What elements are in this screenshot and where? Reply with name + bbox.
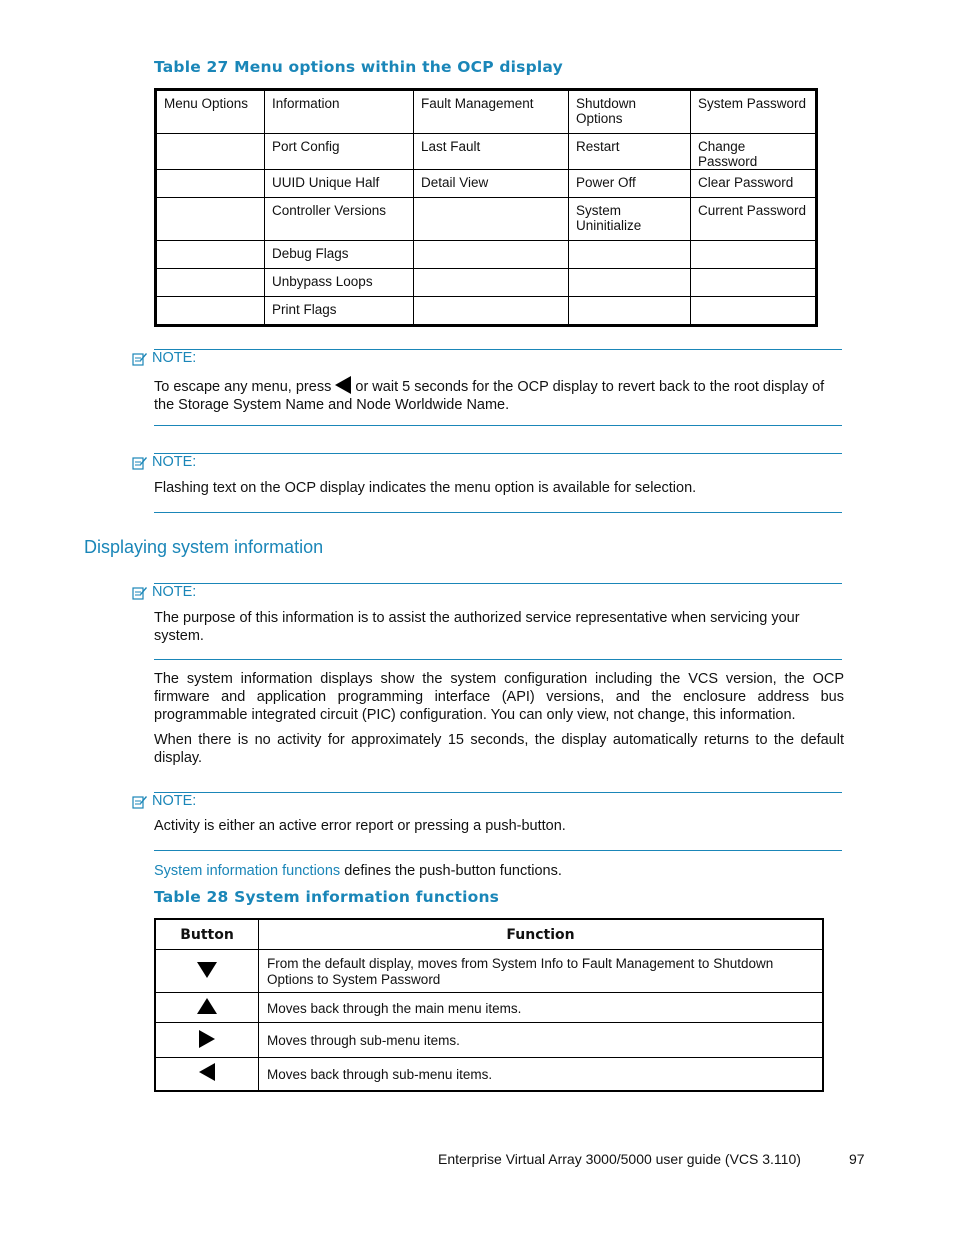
system-information-functions-table bbox=[154, 918, 824, 1092]
table-row bbox=[155, 1058, 823, 1091]
table-cell bbox=[156, 241, 265, 269]
table-cell bbox=[414, 269, 569, 297]
paragraph-text: defines the push-button functions. bbox=[340, 863, 562, 879]
column-header: Button bbox=[155, 919, 259, 950]
table-cell: Fault Management bbox=[414, 90, 569, 134]
note-pencil-icon bbox=[132, 794, 147, 809]
section-title: Displaying system information bbox=[84, 537, 324, 557]
body-paragraph: The system information displays show the system configuration including the VCS version, the OCP firmware and application programming interface (API) versions, and the enclosure address bus programmable integrated circuit (PIC) configuration. You can only view, not change, this information. bbox=[154, 671, 844, 723]
system-information-functions-link[interactable]: System information functions bbox=[154, 863, 341, 879]
table-cell: Clear Password bbox=[691, 170, 817, 198]
table-row bbox=[156, 134, 817, 170]
button-cell bbox=[155, 950, 259, 993]
note-header bbox=[132, 584, 196, 600]
note-text: The purpose of this information is to assist the authorized service representative when servicing your system. bbox=[154, 610, 800, 644]
table-cell bbox=[691, 241, 817, 269]
body-paragraph: When there is no activity for approximately 15 seconds, the display automatically returns to the default display. bbox=[154, 732, 844, 766]
table-row bbox=[156, 90, 817, 134]
table-cell: Change Password bbox=[691, 134, 817, 170]
table-cell: Power Off bbox=[569, 170, 691, 198]
body-paragraph bbox=[154, 862, 844, 880]
table-cell: Shutdown Options bbox=[569, 90, 691, 134]
table-cell bbox=[414, 198, 569, 241]
table-cell: Controller Versions bbox=[265, 198, 414, 241]
note-header bbox=[132, 350, 196, 366]
function-cell: Moves back through the main menu items. bbox=[259, 993, 824, 1023]
table-row bbox=[156, 269, 817, 297]
note-escape-menu bbox=[154, 349, 842, 426]
page-number: 97 bbox=[849, 1151, 865, 1167]
left-arrow-icon bbox=[199, 1063, 215, 1081]
note-label: NOTE: bbox=[152, 793, 197, 809]
button-cell bbox=[155, 1058, 259, 1091]
table-cell: Last Fault bbox=[414, 134, 569, 170]
table-cell bbox=[691, 269, 817, 297]
down-arrow-icon bbox=[197, 962, 217, 978]
table-row bbox=[156, 241, 817, 269]
table-cell: Restart bbox=[569, 134, 691, 170]
table-cell bbox=[569, 269, 691, 297]
table-cell bbox=[414, 241, 569, 269]
table-cell bbox=[156, 269, 265, 297]
table-row bbox=[156, 170, 817, 198]
note-activity bbox=[154, 792, 842, 851]
note-label: NOTE: bbox=[152, 350, 197, 366]
table-cell: Debug Flags bbox=[265, 241, 414, 269]
table-cell bbox=[569, 241, 691, 269]
button-cell bbox=[155, 993, 259, 1023]
menu-options-table bbox=[154, 88, 818, 327]
table-cell: Menu Options bbox=[156, 90, 265, 134]
table-cell: Unbypass Loops bbox=[265, 269, 414, 297]
note-text-end: or wait 5 seconds for the OCP display to revert back to the root display of the Storage System Name and Node Worldwide Name. bbox=[154, 379, 825, 413]
table-cell bbox=[156, 170, 265, 198]
table-cell: System Password bbox=[691, 90, 817, 134]
table-row bbox=[156, 198, 817, 241]
table-cell: Current Password bbox=[691, 198, 817, 241]
note-text bbox=[154, 376, 844, 414]
table-header-row bbox=[155, 919, 823, 950]
up-arrow-icon bbox=[197, 998, 217, 1014]
right-arrow-icon bbox=[199, 1030, 215, 1048]
table-row bbox=[155, 950, 823, 993]
table-cell bbox=[156, 198, 265, 241]
table-cell: UUID Unique Half bbox=[265, 170, 414, 198]
table-cell: Information bbox=[265, 90, 414, 134]
note-header bbox=[132, 793, 196, 809]
note-text-start: To escape any menu, press bbox=[154, 379, 332, 395]
note-flashing-text bbox=[154, 453, 842, 513]
table-27-caption: Table 27 Menu options within the OCP display bbox=[154, 58, 563, 76]
table-row bbox=[155, 993, 823, 1023]
note-pencil-icon bbox=[132, 455, 147, 470]
note-text: Flashing text on the OCP display indicates the menu option is available for selection. bbox=[154, 480, 697, 496]
note-pencil-icon bbox=[132, 585, 147, 600]
table-row bbox=[156, 297, 817, 326]
table-cell bbox=[414, 297, 569, 326]
table-cell: Print Flags bbox=[265, 297, 414, 326]
note-text: Activity is either an active error report or pressing a push-button. bbox=[154, 818, 566, 834]
function-cell: Moves through sub-menu items. bbox=[259, 1023, 824, 1058]
table-row bbox=[155, 1023, 823, 1058]
table-cell: Port Config bbox=[265, 134, 414, 170]
button-cell bbox=[155, 1023, 259, 1058]
table-cell: System Uninitialize bbox=[569, 198, 691, 241]
note-label: NOTE: bbox=[152, 584, 197, 600]
function-cell: From the default display, moves from System Info to Fault Management to Shutdown Options to System Password bbox=[259, 950, 824, 993]
note-header bbox=[132, 454, 196, 470]
note-purpose bbox=[154, 583, 842, 660]
table-cell bbox=[156, 134, 265, 170]
table-cell bbox=[156, 297, 265, 326]
note-label: NOTE: bbox=[152, 454, 197, 470]
table-cell: Detail View bbox=[414, 170, 569, 198]
left-arrow-icon bbox=[335, 376, 351, 394]
table-28-caption: Table 28 System information functions bbox=[154, 888, 500, 906]
note-pencil-icon bbox=[132, 351, 147, 366]
footer-guide-title: Enterprise Virtual Array 3000/5000 user guide (VCS 3.110) bbox=[438, 1151, 801, 1167]
column-header: Function bbox=[259, 919, 824, 950]
table-cell bbox=[569, 297, 691, 326]
function-cell: Moves back through sub-menu items. bbox=[259, 1058, 824, 1091]
table-cell bbox=[691, 297, 817, 326]
